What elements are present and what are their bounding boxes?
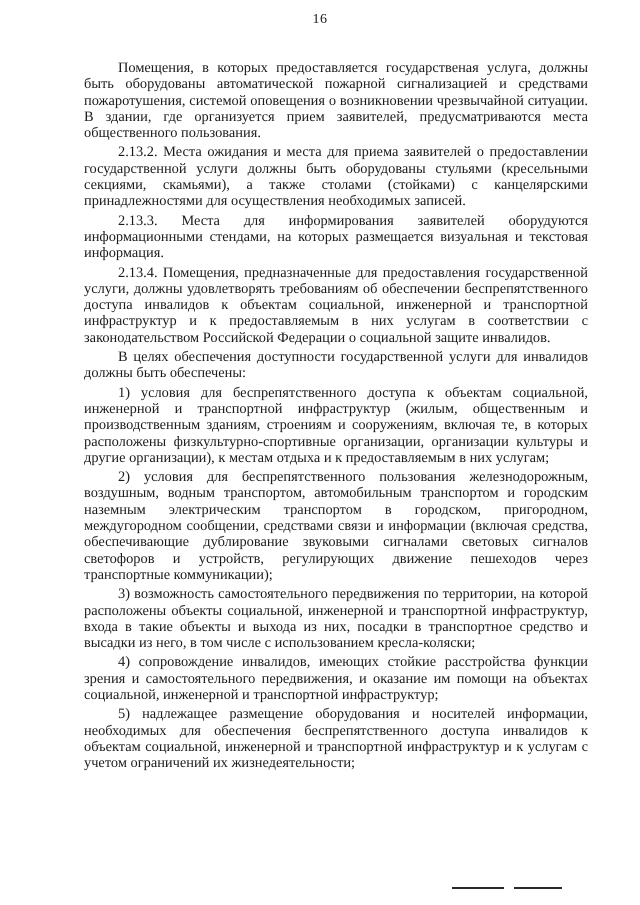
list-item-4: 4) сопровождение инвалидов, имеющих стойкие расстройства функции зрения и самостоятельного передвижения, и оказание им помощи на объектах социальной, инженерной и транспортной инфраструктур;	[84, 654, 588, 703]
paragraph-2-13-2: 2.13.2. Места ожидания и места для приема заявителей о предоставлении государственной услуги должны быть оборудованы стульями (кресельными секциями, скамьями), а также столами (стойками) с канцелярскими принадлежностями для осуществления необходимых записей.	[84, 144, 588, 210]
bottom-scan-mark	[514, 887, 562, 889]
paragraph-premises-fire-safety: Помещения, в которых предоставляется государственая услуга, должны быть оборудованы автоматической пожарной сигнализацией и средствами пожаротушения, системой оповещения о возникновении чрезвычайной ситуации. В здании, где организуется прием заявителей, предусматриваются места общественного пользования.	[84, 60, 588, 142]
document-body	[84, 60, 588, 774]
paragraph-2-13-4: 2.13.4. Помещения, предназначенные для предоставления государственной услуги, должны удовлетворять требованиям об обеспечении беспрепятственного доступа инвалидов к объектам социальной, инженерной и транспортной инфраструктур и к предоставляемым в них услугам в соответствии с законодательством Российской Федерации о социальной защите инвалидов.	[84, 264, 588, 346]
list-item-1: 1) условия для беспрепятственного доступа к объектам социальной, инженерной и транспортной инфраструктур (жилым, общественным и производственным зданиям, строениям и сооружениям, включая те, в которых расположены физкультурно-спортивные организации, организации культуры и другие организации), к местам отдыха и к предоставляемым в них услугам;	[84, 384, 588, 466]
paragraph-accessibility-intro: В целях обеспечения доступности государственной услуги для инвалидов должны быть обеспечены:	[84, 349, 588, 382]
bottom-scan-mark	[452, 887, 504, 889]
list-item-3: 3) возможность самостоятельного передвижения по территории, на которой расположены объекты социальной, инженерной и транспортной инфраструктур, входа в такие объекты и выхода из них, посадки в транспортное средство и высадки из него, в том числе с использованием кресла-коляски;	[84, 586, 588, 652]
paragraph-2-13-3: 2.13.3. Места для информирования заявителей оборудуются информационными стендами, на которых размещается визуальная и текстовая информация.	[84, 212, 588, 262]
list-item-2: 2) условия для беспрепятственного пользования железнодорожным, воздушным, водным транспортом, автомобильным транспортом и городским наземным электрическим транспортом в городском, пригородном, междугородном сообщении, средствами связи и информации (включая средства, обеспечивающие дублирование звуковыми сигналами световых сигналов светофоров и устройств, регулирующих движение пешеходов через транспортные коммуникации);	[84, 469, 588, 583]
list-item-5: 5) надлежащее размещение оборудования и носителей информации, необходимых для обеспечения беспрепятственного доступа инвалидов к объектам социальной, инженерной и транспортной инфраструктур и к услугам с учетом ограничений их жизнедеятельности;	[84, 706, 588, 772]
page-number: 16	[312, 12, 328, 27]
